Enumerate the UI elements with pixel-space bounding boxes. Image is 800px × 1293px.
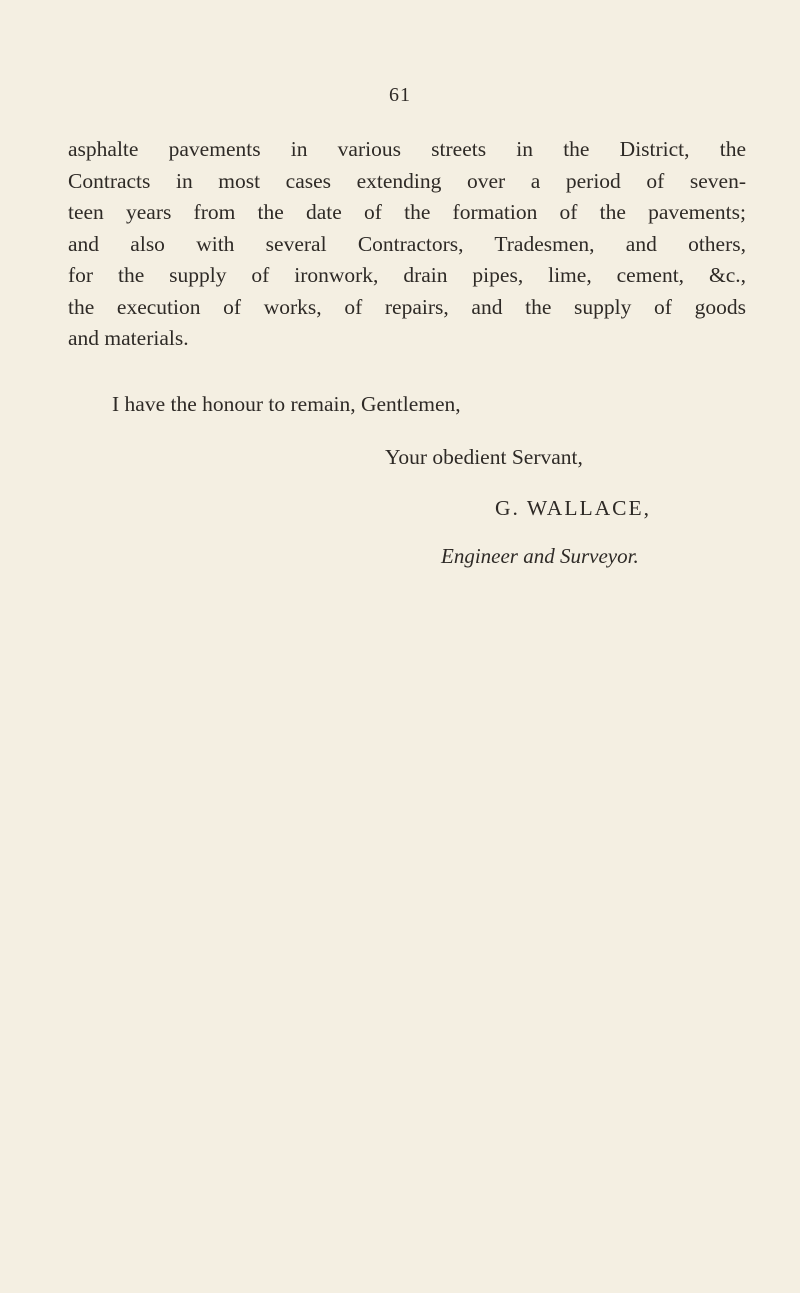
signature-name: G. WALLACE, [495, 496, 651, 520]
body-paragraph [68, 134, 746, 355]
body-line: for the supply of ironwork, drain pipes, lime, cement, &c., [68, 263, 746, 287]
closing-valediction: Your obedient Servant, [385, 445, 583, 469]
body-line: asphalte pavements in various streets in the District, the [68, 137, 746, 161]
body-line: and materials. [68, 326, 189, 350]
page-number: 61 [389, 84, 411, 106]
body-line: Contracts in most cases extending over a period of seven- [68, 168, 746, 193]
body-line: teen years from the date of the formation of the pavements; [68, 200, 746, 224]
closing-salutation: I have the honour to remain, Gentlemen, [112, 392, 461, 416]
body-line: and also with several Contractors, Tradesmen, and others, [68, 231, 746, 256]
signature-title: Engineer and Surveyor. [441, 544, 639, 568]
body-line: the execution of works, of repairs, and the supply of goods [68, 294, 746, 319]
